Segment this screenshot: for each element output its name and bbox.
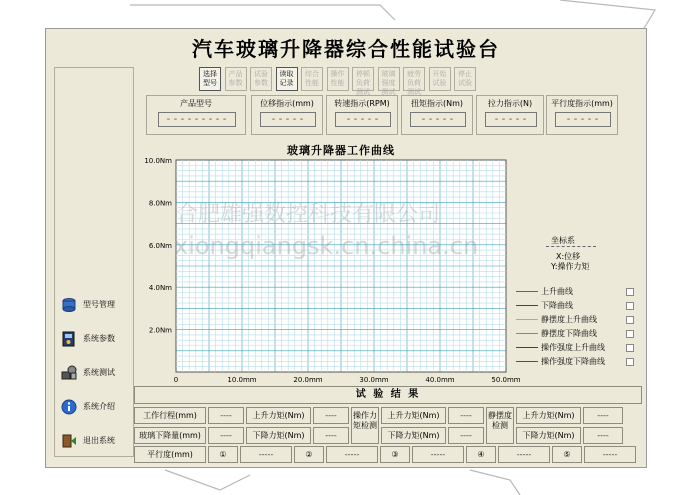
static-torque-label: 静摆度检测 (486, 407, 514, 444)
legend-item-0 (516, 285, 636, 297)
x-tick-label: 40.0mm (425, 376, 455, 384)
indicator-value: ----- (260, 112, 316, 127)
y-tick-label: 10.0Nm (144, 157, 172, 165)
st-down-torque-label: 下降力矩(Nm) (516, 427, 581, 444)
glass-drop-label: 玻璃下降量(mm) (134, 427, 206, 444)
x-tick-label: 0 (173, 376, 179, 384)
indicator-value: ----- (555, 112, 611, 127)
parallel-value-2: ----- (412, 446, 464, 463)
toolbar-button-2[interactable]: 试验参数 (250, 67, 272, 91)
y-tick-label: 2.0Nm (148, 326, 172, 335)
indicator-value: ----- (410, 112, 466, 127)
legend-label: 静摆度上升曲线 (541, 315, 597, 324)
coord-system-title: 坐标系 (551, 236, 575, 245)
legend-label: 下降曲线 (541, 301, 573, 310)
sidebar-item-4[interactable] (61, 432, 133, 450)
work-stroke-label: 工作行程(mm) (134, 407, 206, 424)
toolbar-button-0[interactable]: 选择型号 (199, 67, 221, 91)
coord-y-label: Y:操作力矩 (551, 262, 590, 271)
legend-swatch (516, 361, 538, 362)
st-up-torque-value: ---- (583, 407, 623, 424)
indicator-value: ----- (335, 112, 391, 127)
parallel-value-4: ----- (584, 446, 636, 463)
coord-x-label: X:位移 (556, 252, 581, 261)
toolbar-button-3[interactable]: 读取记录 (276, 67, 298, 91)
results-header: 试 验 结 果 (134, 386, 642, 404)
st-up-torque-label: 上升力矩(Nm) (516, 407, 581, 424)
op-up-torque-label: 上升力矩(Nm) (246, 407, 311, 424)
legend-label: 上升曲线 (541, 287, 573, 296)
sidebar-item-label: 系统参数 (83, 334, 115, 343)
info-icon (61, 399, 77, 415)
sidebar-item-label: 退出系统 (83, 436, 115, 445)
glass-drop-value: ---- (208, 427, 244, 444)
indicator-value: --------- (158, 112, 236, 127)
parallel-mark-0: ① (208, 446, 238, 463)
app-title: 汽车玻璃升降器综合性能试验台 (192, 37, 500, 61)
legend-item-2 (516, 313, 636, 325)
x-tick-label: 50.0mm (491, 376, 521, 384)
sidebar-item-3[interactable] (61, 398, 133, 416)
x-tick-label: 20.0mm (293, 376, 323, 384)
toolbar-button-4[interactable]: 综合性能 (301, 67, 323, 91)
parallel-mark-1: ② (294, 446, 324, 463)
sidebar-item-label: 系统测试 (83, 368, 115, 377)
op2-up-torque-label: 上升力矩(Nm) (381, 407, 446, 424)
indicator-label: 产品型号 (180, 99, 212, 108)
indicator-label: 拉力指示(N) (487, 99, 533, 108)
y-tick-label: 4.0Nm (148, 284, 172, 293)
sidebar-item-label: 系统介绍 (83, 402, 115, 411)
watermark-cn: 合肥雄强数控科技有限公司 (176, 202, 441, 227)
toolbar-button-8[interactable]: 疲劳负荷测试 (403, 67, 425, 91)
legend-item-1 (516, 299, 636, 311)
toolbar-button-6[interactable]: 停顿负荷测试 (352, 67, 374, 91)
legend-label: 操作强度下降曲线 (541, 357, 605, 366)
legend-item-3 (516, 327, 636, 339)
legend-checkbox[interactable] (626, 288, 634, 296)
indicator-label: 转速指示(RPM) (334, 99, 390, 108)
legend-swatch (516, 319, 538, 320)
parallel-value-1: ----- (326, 446, 378, 463)
legend-swatch (516, 291, 538, 292)
legend-swatch (516, 305, 538, 306)
legend-label: 操作强度上升曲线 (541, 343, 605, 352)
parallel-mark-4: ⑤ (552, 446, 582, 463)
legend-checkbox[interactable] (626, 302, 634, 310)
toolbar-button-9[interactable]: 开始试验 (429, 67, 451, 91)
work-stroke-value: ---- (208, 407, 244, 424)
op-down-torque-value: ---- (313, 427, 349, 444)
op2-up-torque-value: ---- (448, 407, 484, 424)
st-down-torque-value: ---- (583, 427, 623, 444)
op-up-torque-value: ---- (313, 407, 349, 424)
coord-divider (546, 246, 596, 247)
legend-checkbox[interactable] (626, 344, 634, 352)
parallel-label: 平行度(mm) (134, 446, 206, 463)
legend-checkbox[interactable] (626, 330, 634, 338)
op2-down-torque-value: ---- (448, 427, 484, 444)
indicator-label: 扭矩指示(Nm) (410, 99, 464, 108)
exit-icon (61, 433, 77, 449)
chart-title: 玻璃升降器工作曲线 (287, 144, 395, 157)
legend-item-5 (516, 355, 636, 367)
parallel-mark-3: ④ (466, 446, 496, 463)
chart-grid (176, 160, 506, 372)
toolbar-button-5[interactable]: 操作性能 (327, 67, 349, 91)
parallel-value-3: ----- (498, 446, 550, 463)
x-tick-label: 30.0mm (359, 376, 389, 384)
op2-down-torque-label: 下降力矩(Nm) (381, 427, 446, 444)
y-tick-label: 8.0Nm (148, 199, 172, 208)
indicator-value: ----- (485, 112, 537, 127)
toolbar-button-10[interactable]: 停止试验 (454, 67, 476, 91)
legend-swatch (516, 333, 538, 334)
main-window (45, 28, 647, 468)
y-tick-label: 6.0Nm (148, 241, 172, 250)
operating-force-label: 操作力矩检测 (351, 407, 379, 444)
indicator-label: 位移指示(mm) (260, 99, 314, 108)
toolbar-button-1[interactable]: 产品参数 (225, 67, 247, 91)
indicator-label: 平行度指示(mm) (551, 99, 613, 108)
legend-checkbox[interactable] (626, 358, 634, 366)
op-down-torque-label: 下降力矩(Nm) (246, 427, 311, 444)
legend-label: 静摆度下降曲线 (541, 329, 597, 338)
watermark-en: xiongqiangsk.cn.china.cn (174, 232, 479, 260)
parallel-mark-2: ③ (380, 446, 410, 463)
legend-item-4 (516, 341, 636, 353)
parallel-value-0: ----- (240, 446, 292, 463)
legend-checkbox[interactable] (626, 316, 634, 324)
legend-swatch (516, 347, 538, 348)
sidebar-item-label: 型号管理 (83, 300, 115, 309)
x-tick-label: 10.0mm (227, 376, 257, 384)
toolbar-button-7[interactable]: 玻璃强度测试 (378, 67, 400, 91)
